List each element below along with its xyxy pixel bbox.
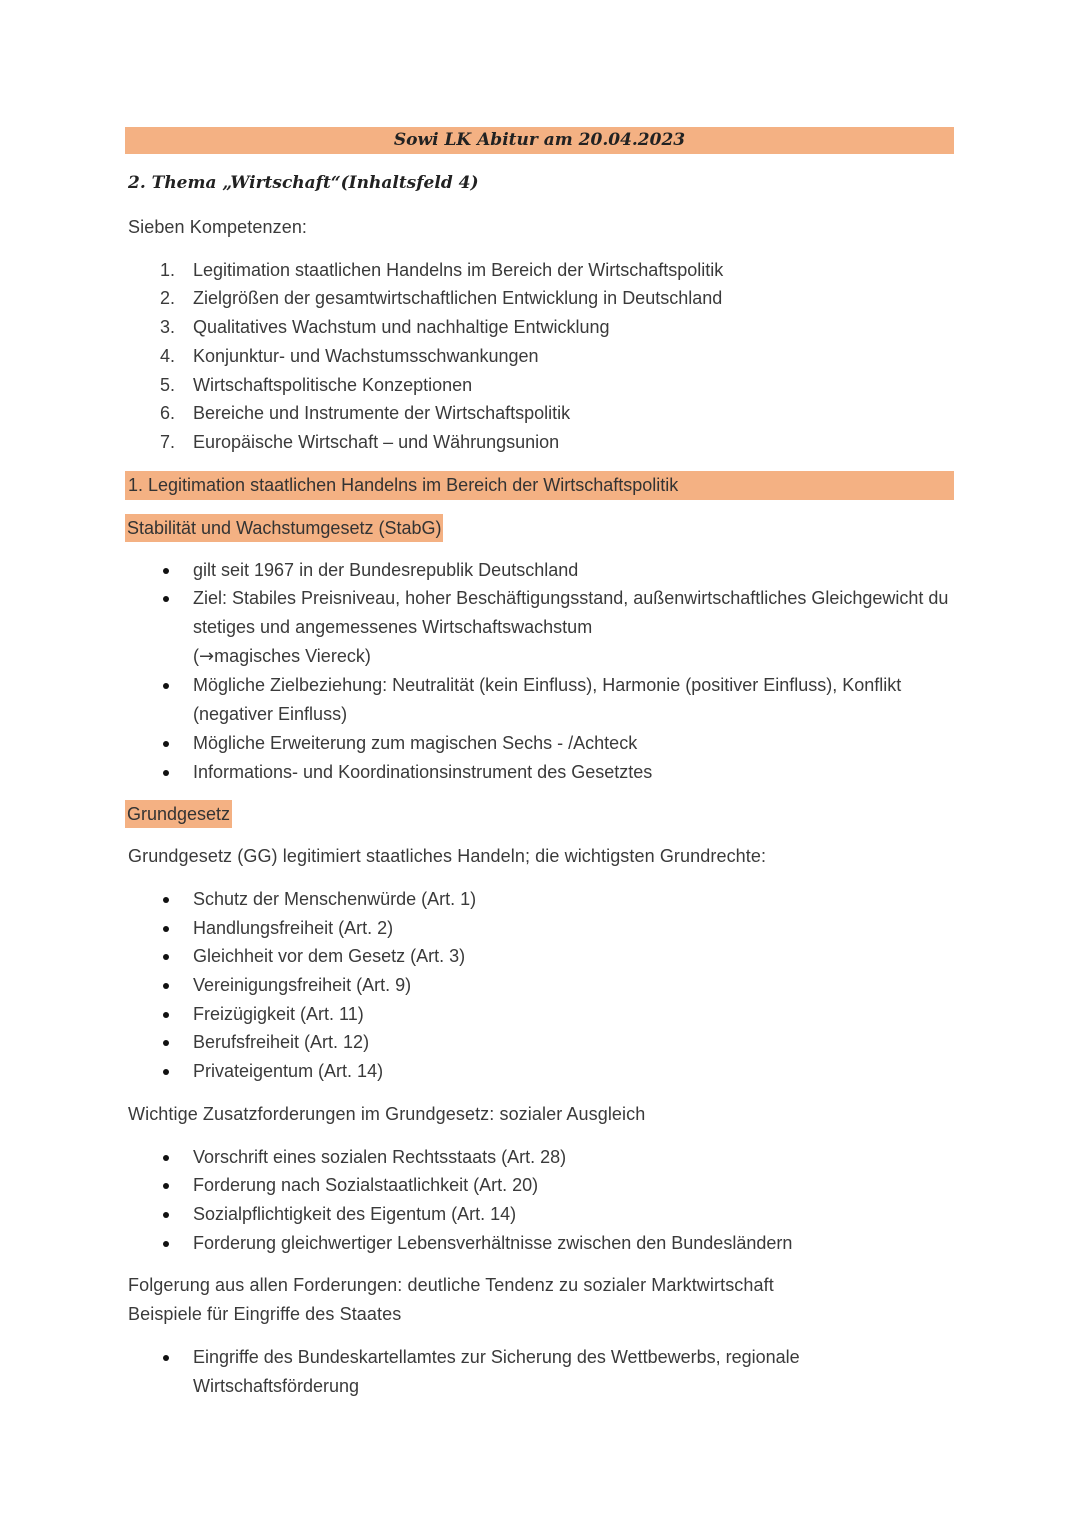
list-item: Schutz der Menschenwürde (Art. 1) (128, 885, 954, 914)
bullet-icon (163, 954, 169, 960)
list-item: Vorschrift eines sozialen Rechtsstaats (Art. 28) (128, 1143, 954, 1172)
competencies-intro: Sieben Kompetenzen: (128, 217, 308, 237)
bullet-icon (163, 1355, 169, 1361)
list-item: Forderung nach Sozialstaatlichkeit (Art. 20) (128, 1171, 954, 1200)
bullet-icon (163, 683, 169, 689)
list-item: Mögliche Erweiterung zum magischen Sechs - /Achteck (128, 729, 954, 758)
bullet-icon (163, 770, 169, 776)
examples-intro: Beispiele für Eingriffe des Staates (128, 1304, 402, 1325)
bullet-icon (163, 1183, 169, 1189)
bullet-icon (163, 1212, 169, 1218)
list-item: Forderung gleichwertiger Lebensverhältnisse zwischen den Bundesländern (128, 1229, 954, 1258)
extra-intro: Wichtige Zusatzforderungen im Grundgesetz: sozialer Ausgleich (128, 1103, 646, 1124)
list-item: 2. Zielgrößen der gesamtwirtschaftlichen Entwicklung in Deutschland (160, 288, 723, 309)
list-item: gilt seit 1967 in der Bundesrepublik Deutschland (128, 556, 954, 585)
list-item: 3. Qualitatives Wachstum und nachhaltige Entwicklung (160, 317, 610, 338)
list-item: Sozialpflichtigkeit des Eigentum (Art. 14) (128, 1200, 954, 1229)
list-item: Vereinigungsfreiheit (Art. 9) (128, 971, 954, 1000)
bullet-icon (163, 983, 169, 989)
list-item: 7. Europäische Wirtschaft – und Währungsunion (160, 431, 560, 452)
bullet-icon (163, 897, 169, 903)
list-item: Privateigentum (Art. 14) (128, 1057, 954, 1086)
theme-heading: 2. Thema „Wirtschaft“(Inhaltsfeld 4) (128, 173, 479, 193)
list-item: Berufsfreiheit (Art. 12) (128, 1028, 954, 1057)
list-item: Ziel: Stabiles Preisniveau, hoher Beschäftigungsstand, außenwirtschaftliches Gleichgewicht du stetiges und angemessenes Wirtschaftswachstum (→magisches Viereck) (128, 584, 954, 671)
list-item: 1. Legitimation staatlichen Handelns im Bereich der Wirtschaftspolitik (160, 259, 724, 280)
list-item: 5. Wirtschaftspolitische Konzeptionen (160, 374, 473, 395)
list-item: 6. Bereiche und Instrumente der Wirtschaftspolitik (160, 403, 571, 424)
bullet-icon (163, 1069, 169, 1075)
zusatzforderungen-list (128, 1143, 954, 1258)
bullet-icon (163, 1241, 169, 1247)
conclusion-text: Folgerung aus allen Forderungen: deutliche Tendenz zu sozialer Marktwirtschaft (128, 1275, 774, 1296)
stabg-list (128, 556, 954, 787)
list-item: Freizügigkeit (Art. 11) (128, 1000, 954, 1029)
list-item: 4. Konjunktur- und Wachstumsschwankungen (160, 345, 539, 366)
list-item: Informations- und Koordinationsinstrument des Gesetztes (128, 758, 954, 787)
gg-heading: Grundgesetz (125, 800, 232, 828)
bullet-icon (163, 1155, 169, 1161)
competencies-list (128, 256, 954, 457)
list-item: Handlungsfreiheit (Art. 2) (128, 914, 954, 943)
document-title: Sowi LK Abitur am 20.04.2023 (125, 127, 954, 154)
list-item: Gleichheit vor dem Gesetz (Art. 3) (128, 942, 954, 971)
list-item: Mögliche Zielbeziehung: Neutralität (kein Einfluss), Harmonie (positiver Einfluss), Konflikt (negativer Einfluss) (128, 671, 954, 728)
arrow-right-icon: → (199, 645, 215, 667)
grundrechte-list (128, 885, 954, 1086)
list-item: Eingriffe des Bundeskartellamtes zur Sicherung des Wettbewerbs, regionale Wirtschaftsförderung (128, 1343, 954, 1400)
bullet-icon (163, 926, 169, 932)
stabg-heading: Stabilität und Wachstumgesetz (StabG) (125, 514, 443, 542)
document-content (128, 127, 954, 1400)
bullet-icon (163, 596, 169, 602)
bullet-icon (163, 568, 169, 574)
examples-list (128, 1343, 954, 1400)
gg-intro: Grundgesetz (GG) legitimiert staatliches Handeln; die wichtigsten Grundrechte: (128, 846, 767, 867)
bullet-icon (163, 1040, 169, 1046)
bullet-icon (163, 741, 169, 747)
bullet-icon (163, 1012, 169, 1018)
section-1-heading: 1. Legitimation staatlichen Handelns im Bereich der Wirtschaftspolitik (125, 471, 954, 500)
